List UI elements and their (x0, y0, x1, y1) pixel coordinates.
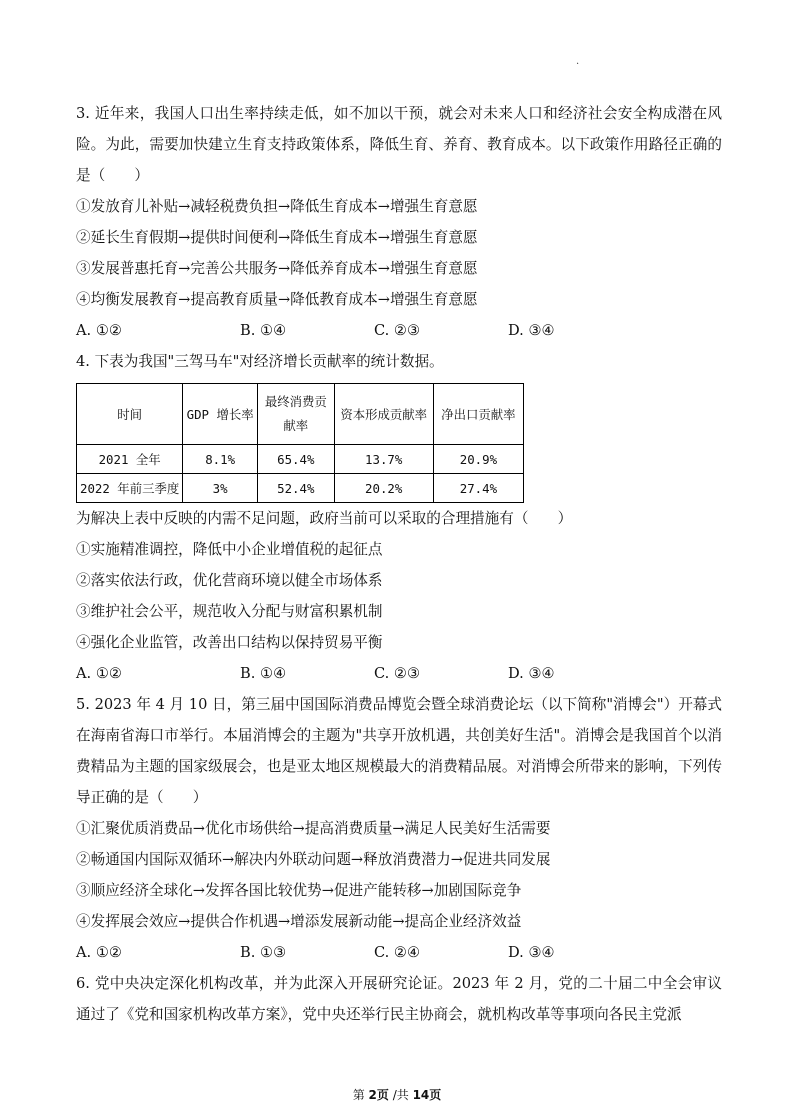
footer-prefix: 第 (352, 1088, 369, 1102)
table-cell: 2022 年前三季度 (77, 474, 183, 503)
option-c: C. ②③ (374, 665, 421, 682)
option-b: B. ①④ (240, 665, 287, 682)
question-5 (76, 689, 722, 968)
footer-separator: /共 (388, 1088, 413, 1102)
question-4-item-1: ①实施精准调控，降低中小企业增值税的起征点 (76, 541, 383, 558)
table-cell: 27.4% (433, 474, 523, 503)
footer-total-pages: 14页 (412, 1088, 442, 1102)
question-6 (76, 968, 722, 1030)
question-3-item-3: ③发展普惠托育→完善公共服务→降低养育成本→增强生育意愿 (76, 260, 478, 277)
option-d: D. ③④ (508, 944, 555, 961)
table-cell: 8.1% (183, 445, 258, 474)
question-4-item-3: ③维护社会公平，规范收入分配与财富积累机制 (76, 603, 383, 620)
option-c: C. ②③ (374, 322, 421, 339)
question-5-stem: 5. 2023 年 4 月 10 日，第三届中国国际消费品博览会暨全球消费论坛（以下简称"消博会"）开幕式在海南省海口市举行。本届消博会的主题为"共享开放机遇，共创美好生活"。消博会是我国首个以消费精品为主题的国家级展会，也是亚太地区规模最大的消费精品展。对消博会所带来的影响，下列传导正确的是（ ） (76, 696, 722, 806)
table-cell: 65.4% (258, 445, 335, 474)
option-d: D. ③④ (508, 665, 555, 682)
table-header-cell: 净出口贡献率 (433, 384, 523, 445)
option-b: B. ①④ (240, 322, 287, 339)
table-cell: 3% (183, 474, 258, 503)
page-dot: . (576, 56, 580, 67)
page-footer (0, 1086, 794, 1103)
question-5-item-4: ④发挥展会效应→提供合作机遇→增添发展新动能→提高企业经济效益 (76, 913, 522, 930)
table-header-cell: 资本形成贡献率 (334, 384, 433, 445)
question-3 (76, 98, 722, 346)
table-row (77, 445, 524, 474)
question-5-options (76, 937, 722, 968)
table-cell: 20.9% (433, 445, 523, 474)
option-a: A. ①② (76, 944, 122, 961)
question-4 (76, 346, 722, 689)
option-c: C. ②④ (374, 944, 421, 961)
table-cell: 2021 全年 (77, 445, 183, 474)
question-4-question: 为解决上表中反映的内需不足问题，政府当前可以采取的合理措施有（ ） (76, 510, 573, 527)
table-cell: 13.7% (334, 445, 433, 474)
option-b: B. ①③ (240, 944, 287, 961)
question-5-item-2: ②畅通国内国际双循环→解决内外联动问题→释放消费潜力→促进共同发展 (76, 851, 551, 868)
question-4-item-2: ②落实依法行政，优化营商环境以健全市场体系 (76, 572, 383, 589)
table-cell: 52.4% (258, 474, 335, 503)
question-3-item-1: ①发放育儿补贴→减轻税费负担→降低生育成本→增强生育意愿 (76, 198, 478, 215)
question-4-options (76, 658, 722, 689)
question-3-item-4: ④均衡发展教育→提高教育质量→降低教育成本→增强生育意愿 (76, 291, 478, 308)
contribution-table (76, 383, 524, 503)
table-header-cell: 最终消费贡献率 (258, 384, 335, 445)
question-3-options (76, 315, 722, 346)
table-header-row (77, 384, 524, 445)
option-a: A. ①② (76, 665, 122, 682)
question-4-item-4: ④强化企业监管，改善出口结构以保持贸易平衡 (76, 634, 383, 651)
question-3-stem: 3. 近年来，我国人口出生率持续走低，如不加以干预，就会对未来人口和经济社会安全构成潜在风险。为此，需要加快建立生育支持政策体系，降低生育、养育、教育成本。以下政策作用路径正确的是（ ） (76, 105, 722, 184)
table-header-cell: 时间 (77, 384, 183, 445)
table-row (77, 474, 524, 503)
option-a: A. ①② (76, 322, 122, 339)
table-header-cell: GDP 增长率 (183, 384, 258, 445)
question-3-item-2: ②延长生育假期→提供时间便利→降低生育成本→增强生育意愿 (76, 229, 478, 246)
footer-page-number: 2页 (368, 1088, 389, 1102)
question-5-item-3: ③顺应经济全球化→发挥各国比较优势→促进产能转移→加剧国际竞争 (76, 882, 522, 899)
option-d: D. ③④ (508, 322, 555, 339)
question-5-item-1: ①汇聚优质消费品→优化市场供给→提高消费质量→满足人民美好生活需要 (76, 820, 551, 837)
table-cell: 20.2% (334, 474, 433, 503)
question-6-stem: 6. 党中央决定深化机构改革，并为此深入开展研究论证。2023 年 2 月，党的二十届二中全会审议通过了《党和国家机构改革方案》，党中央还举行民主协商会，就机构改革等事项向各民主党派 (76, 975, 722, 1023)
question-4-stem: 4. 下表为我国"三驾马车"对经济增长贡献率的统计数据。 (76, 353, 444, 370)
page-content (76, 98, 722, 1030)
